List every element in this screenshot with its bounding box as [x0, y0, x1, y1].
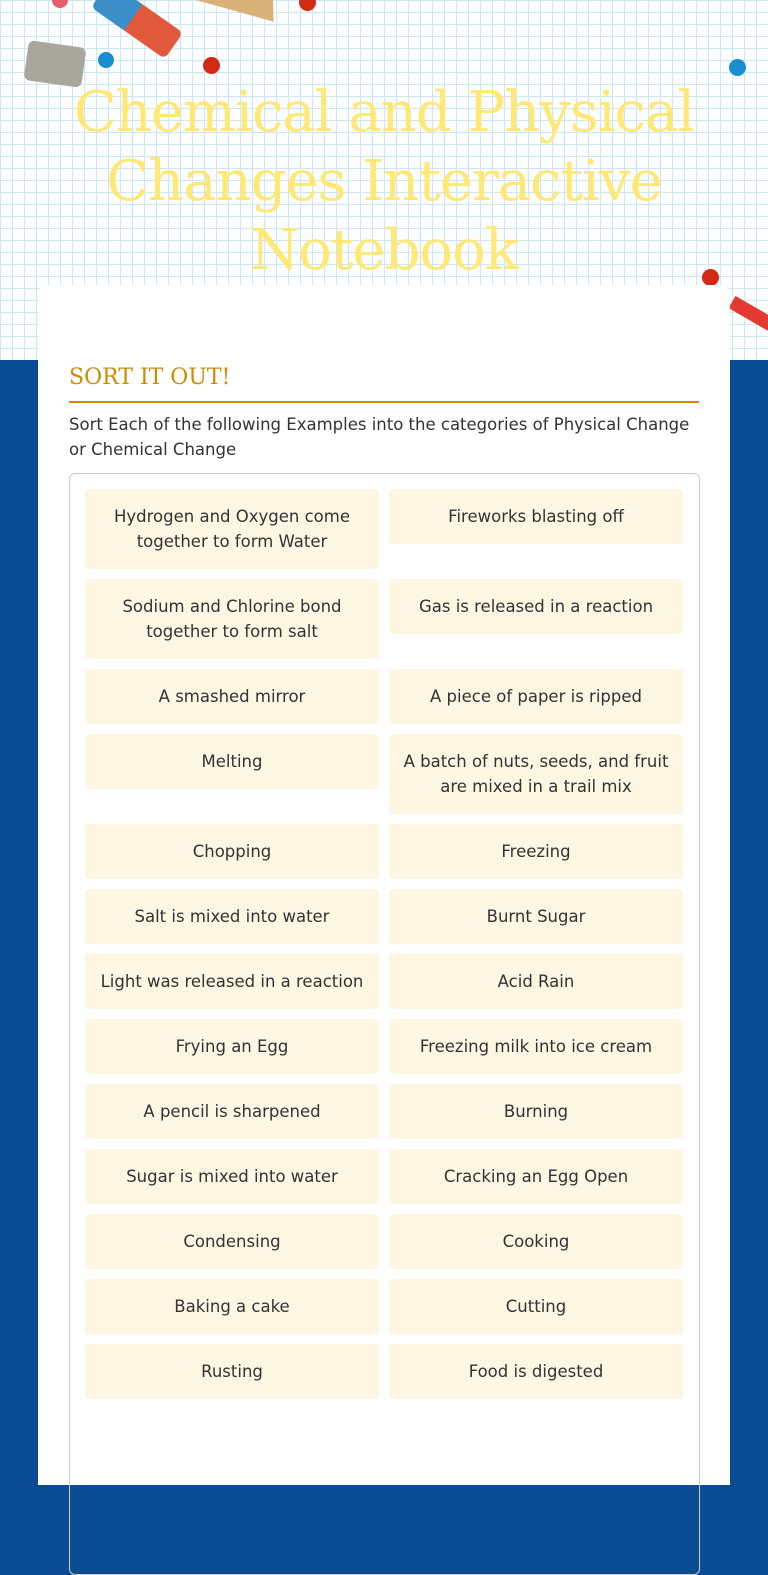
sort-items-grid — [70, 474, 699, 1414]
pencil-icon — [729, 296, 768, 338]
sort-item-card[interactable]: Burning — [389, 1084, 683, 1139]
sort-item-card[interactable]: A pencil is sharpened — [85, 1084, 379, 1139]
section-heading: SORT IT OUT! — [69, 365, 231, 390]
sort-item-card[interactable]: Sugar is mixed into water — [85, 1149, 379, 1204]
sort-item-card[interactable]: Sodium and Chlorine bond together to form salt — [85, 579, 379, 659]
decor-dot — [52, 0, 68, 8]
sort-item-card[interactable]: Condensing — [85, 1214, 379, 1269]
sort-item-card[interactable]: Light was released in a reaction — [85, 954, 379, 1009]
sort-item-card[interactable]: Salt is mixed into water — [85, 889, 379, 944]
sort-item-card[interactable]: Cooking — [389, 1214, 683, 1269]
sort-item-card[interactable]: Chopping — [85, 824, 379, 879]
sort-item-card[interactable]: Baking a cake — [85, 1279, 379, 1334]
sort-item-card[interactable]: Freezing — [389, 824, 683, 879]
instructions: Sort Each of the following Examples into the categories of Physical Change or Chemical Change — [69, 415, 690, 459]
page-title: Chemical and Physical Changes Interactive Notebook — [73, 80, 695, 283]
sort-item-card[interactable]: Rusting — [85, 1344, 379, 1399]
sort-items-container — [69, 473, 700, 1575]
sort-item-card[interactable]: Melting — [85, 734, 379, 789]
sort-item-card[interactable]: Fireworks blasting off — [389, 489, 683, 544]
sort-item-card[interactable]: Food is digested — [389, 1344, 683, 1399]
sort-item-card[interactable]: Hydrogen and Oxygen come together to form Water — [85, 489, 379, 569]
content-panel — [38, 285, 730, 1485]
sort-item-card[interactable]: A piece of paper is ripped — [389, 669, 683, 724]
eraser-icon — [91, 0, 183, 59]
sort-item-card[interactable]: Cracking an Egg Open — [389, 1149, 683, 1204]
divider — [69, 401, 699, 403]
sort-item-card[interactable]: A batch of nuts, seeds, and fruit are mixed in a trail mix — [389, 734, 683, 814]
sort-item-card[interactable]: Burnt Sugar — [389, 889, 683, 944]
sort-item-card[interactable]: Frying an Egg — [85, 1019, 379, 1074]
sort-item-card[interactable]: Gas is released in a reaction — [389, 579, 683, 634]
sort-item-card[interactable]: Cutting — [389, 1279, 683, 1334]
sort-item-card[interactable]: Acid Rain — [389, 954, 683, 1009]
sort-item-card[interactable]: Freezing milk into ice cream — [389, 1019, 683, 1074]
decor-dot — [729, 59, 746, 76]
decor-dot — [299, 0, 316, 11]
sort-item-card[interactable]: A smashed mirror — [85, 669, 379, 724]
decor-dot — [98, 52, 114, 68]
